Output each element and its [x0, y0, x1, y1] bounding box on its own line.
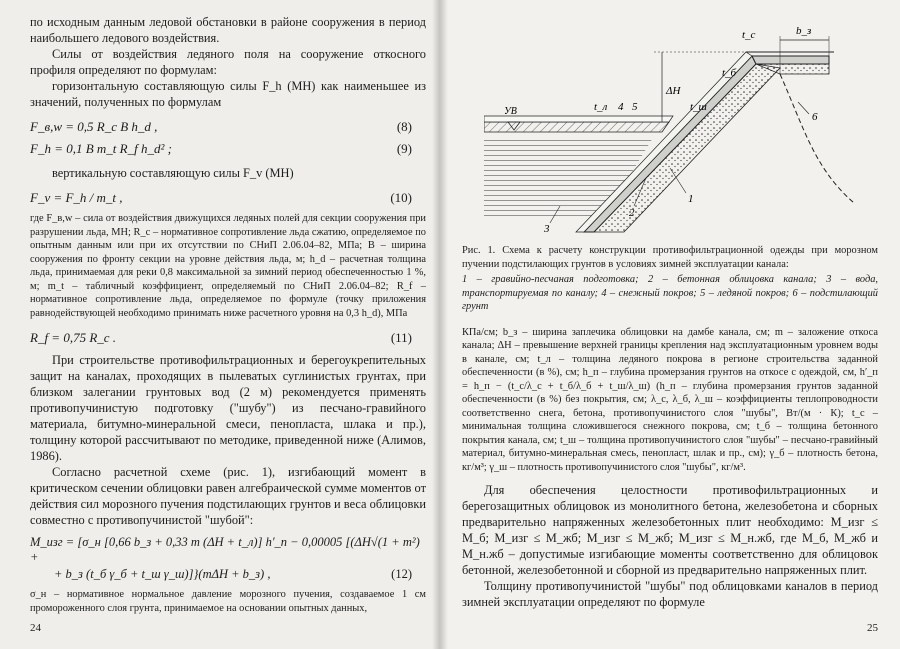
formula-12-expression-1: M_изг = [σ_н [0,66 b_з + 0,33 m (ΔH + t_л)] h′_п − 0,00005 [(ΔH√(1 + m²) +	[30, 535, 420, 564]
formula-12-line-2	[30, 567, 426, 582]
page-number-right: 25	[867, 622, 878, 634]
definitions-frost-pressure: σ_н – нормативное нормальное давление морозного пучения, создаваемое 1 см промороженного слоя грунта, принимаемое на основании опытных данных,	[30, 589, 426, 614]
formula-9-number: (9)	[396, 141, 412, 156]
formula-10-expression: F_v = F_h / m_t ,	[30, 190, 123, 205]
paragraph-horizontal-force: горизонтальную составляющую силы F_h (МН) как наименьшее из значений, полученных по формулам	[30, 79, 426, 109]
paragraph-antifrost-layer: При строительстве противофильтрационных и берегоукрепительных защит на каналах, проходящих в пылеватых суглинистых грунтах, при близком залегании грунтовых вод (2 м) рекомендуется применять противопучинистую подготовку ("шубу") из песчано-гравийного материала, битумно-минеральной смеси, пенопласта, шлака и пр.), толщину которой рассчитывают по методике, приведенной ниже (Алимов, 1986).	[30, 353, 426, 463]
book-gutter	[432, 0, 448, 649]
label-uv: УВ	[504, 106, 517, 117]
formula-12-expression-2: + b_з (t_б γ_б + t_ш γ_ш)]}(mΔH + b_з) ,	[54, 567, 271, 581]
label-1: 1	[688, 193, 694, 205]
leader-6	[798, 102, 809, 114]
formula-9	[30, 141, 426, 157]
formula-12-line-1	[30, 535, 426, 565]
formula-8-expression: F_в,w = 0,5 R_c B h_d ,	[30, 119, 158, 134]
label-bz: b_з	[796, 25, 812, 37]
label-tb: t_б	[722, 67, 737, 79]
label-dh: ΔH	[666, 85, 681, 97]
label-2: 2	[629, 207, 635, 219]
berm-lining	[752, 56, 829, 64]
figure-caption-legend: 1 – гравийно-песчаная подготовка; 2 – бетонная облицовка канала; 3 – вода, транспортируемая по каналу; 4 – снежный покров; 5 – ледяной покров; 6 – подстилающий грунт	[462, 274, 878, 312]
label-tc: t_c	[742, 29, 756, 41]
formula-10-number: (10)	[390, 190, 412, 205]
figure-caption-title: Рис. 1. Схема к расчету конструкции противофильтрационной одежды при морозном пучении подстилающих грунтов в условиях зимней эксплуатации канала:	[462, 245, 878, 270]
paragraph-continued: по исходным данным ледовой обстановки в районе сооружения в период наибольшего ледового воздействия.	[30, 15, 426, 45]
formula-12-number: (12)	[391, 567, 412, 581]
formula-8-number: (8)	[396, 119, 412, 134]
label-tsh: t_ш	[690, 101, 707, 113]
formula-9-expression: F_h = 0,1 B m_t R_f h_d² ;	[30, 141, 172, 156]
label-3: 3	[544, 223, 550, 235]
definitions-shuba: КПа/см; b_з – ширина заплечика облицовки на дамбе канала, см; m – заложение откоса канала; ΔH – превышение верхней границы крепления над эксплуатационным уровнем воды в канале, см; t_л – толщина ледяного покрова в регионе строительства заданной обеспеченности (в %), см; h_п – глубина промерзания грунтов на откосе с одеждой, см, h′_п = h_п − (t_c/λ_c + t_б/λ_б + t_ш/λ_ш) (h_п – глубина промерзания грунтов заданной обеспеченности (в %) без покрытия, см; λ_c, λ_б, λ_ш – коэффициенты теплопроводности соответственно снега, бетона, противопучинистого слоя "шубы", Вт/(м · К); t_c – минимальная толщина сложившегося снежного покрова, см; t_б – толщина бетонного покрытия канала, см; t_ш – толщина противопучинистого слоя "шубы" – песчано-гравийный материал, битумно-минеральная смесь, пенопласт, шлак и пр., см); γ_б – плотность бетона, кг/м³; γ_ш – плотность противопучинистого слоя "шубы", кг/м³.	[462, 326, 878, 473]
page-number-left: 24	[30, 622, 41, 634]
label-tl: t_л	[594, 101, 608, 113]
definitions-ice: где F_в,w – сила от воздействия движущихся ледяных полей для секции сооружения при разрушении льда, МН; R_c – нормативное сопротивление льда сжатию, определяемое по опытным данным или при их отсутствии по СНиП 2.06.04–82, МПа; B – ширина сооружения по фронту секции на уровне действия льда, м; h_d – расчетная толщина льда, принимаемая для реки 0,8 максимальной за зимний период обеспеченностью 1 %, м; m_t – табличный коэффициент, определяемый по СНиП 2.06.04–82; R_f – нормативное сопротивление льда, определяемое по формуле (точку приложения равнодействующей необходимо принимать ниже расчетного уровня на 0,3 h_d), МПа	[30, 213, 426, 319]
label-5: 5	[632, 101, 638, 113]
label-4: 4	[618, 101, 624, 113]
figure-1-diagram	[484, 18, 854, 238]
paragraph-ice-forces: Силы от воздействия ледяного поля на сооружение откосного профиля определяют по формулам:	[30, 47, 426, 77]
label-6: 6	[812, 111, 818, 123]
formula-11-number: (11)	[390, 330, 412, 345]
paragraph-vertical-force: вертикальную составляющую силы F_v (МН)	[52, 166, 294, 180]
left-page	[0, 0, 440, 649]
right-page	[440, 0, 900, 649]
formula-11	[30, 330, 426, 346]
paragraph-bending-moment: Согласно расчетной схеме (рис. 1), изгибающий момент в критическом сечении облицовки равен алгебраической сумме моментов от действия сил морозного пучения подстилающих грунтов и веса облицовки совместно с противопучинистой "шубой":	[30, 465, 426, 527]
formula-11-expression: R_f = 0,75 R_c .	[30, 330, 117, 345]
paragraph-lining-integrity: Для обеспечения целостности противофильтрационных и берегозащитных облицовок из монолитного бетона, железобетона и сборных предварительно напряженных железобетонных плит необходимо: M_изг ≤ M_б; M_изг ≤ M_жб; M_изг ≤ M_жб; M_изг ≤ M_н.жб, где M_б, M_жб и M_н.жб – допустимые изгибающие моменты соответственно для облицовок бетонной, железобетонной и сборной из предварительно напряженных плит.	[462, 483, 878, 577]
paragraph-shuba-thickness: Толщину противопучинистой "шубы" под облицовками каналов в период зимней эксплуатации определяют по формуле	[462, 579, 878, 609]
formula-8	[30, 119, 426, 135]
formula-10	[30, 190, 426, 206]
frost-boundary	[780, 74, 854, 203]
